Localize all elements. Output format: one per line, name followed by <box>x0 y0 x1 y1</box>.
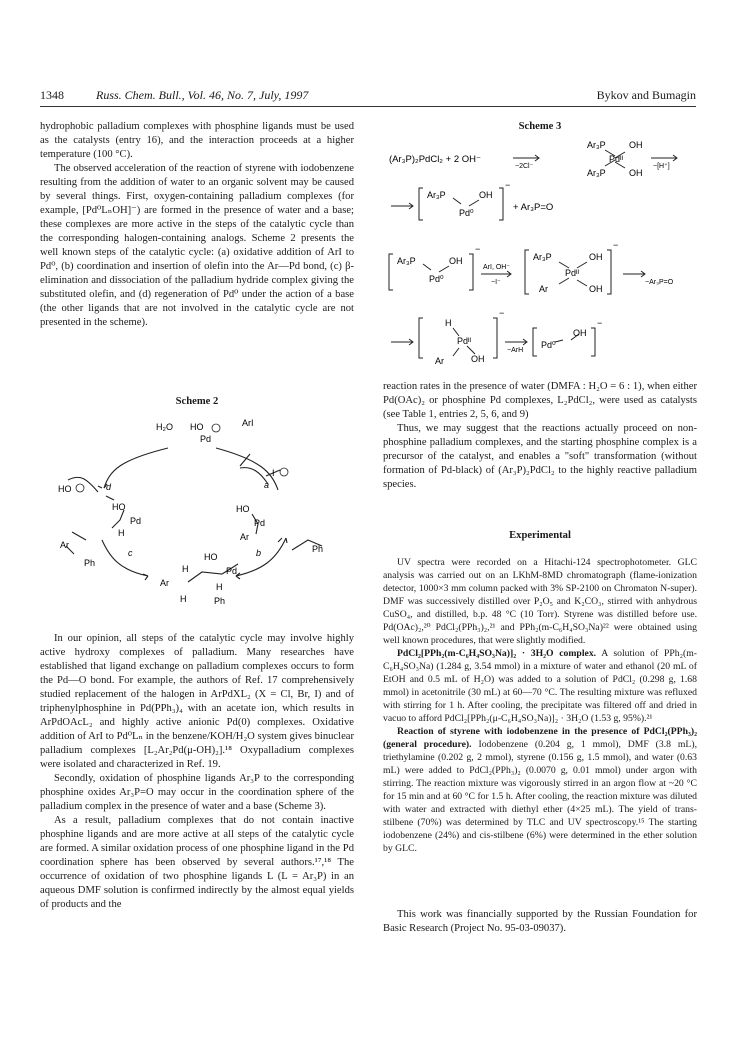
ar-label: Ar <box>240 532 249 542</box>
paragraph: Secondly, oxidation of phosphine ligands Ar₃P to the corresponding phosphine oxides Ar₃P=O may occur in the coordination sphere of the palladium complex in the presence of water and a base (Scheme 3). <box>40 773 354 812</box>
arrow-label: ArI, OH⁻ <box>483 264 511 271</box>
left-column-bottom <box>40 632 354 912</box>
step-a-label: a <box>264 480 270 490</box>
ph-label: Ph <box>214 596 226 606</box>
ph-label: Ph <box>312 544 324 554</box>
paragraph: In our opinion, all steps of the catalytic cycle may involve highly active hydroxy complexes of palladium. Many researches have established that ligand exchange on palladium complexes occurs to form the Pd—O bond. For example, the authors of Ref. 17 comprehensively studied replacement of the halogen in ArPdXL₂ (X = Cl, Br, I) and of triphenylphosphine in Pd(PPh₃)₄ with an acetate ion, which results in ArPdOAcL₂ and highly active anionic Pd(0) complexes. Oxidative addition of ArI to Pd⁰Lₙ in the benzene/KOH/H₂O system gives binuclear palladium complexes [L₂Ar₂Pd(μ-OH)₂].¹⁸ Oxypalladium complexes were isolated and characterized in Ref. 19. <box>40 633 354 770</box>
charge-label: − <box>613 240 619 250</box>
oh-label: OH <box>479 190 493 200</box>
ar3p-label: Ar₃P <box>587 168 606 178</box>
header-rule <box>40 106 696 107</box>
h-label: H <box>216 582 223 592</box>
page-number: 1348 <box>40 88 64 102</box>
step-c-label: c <box>128 548 133 558</box>
experimental-body <box>383 556 697 855</box>
oh-label: OH <box>589 252 603 262</box>
ari-label: ArI <box>242 418 254 428</box>
scheme-2-diagram <box>40 410 354 610</box>
step-d-label: d <box>106 482 112 492</box>
oh-label: OH <box>573 328 587 338</box>
cycle-arc <box>104 448 168 488</box>
scheme-2-caption: Scheme 2 <box>175 396 219 407</box>
ph-label: Ph <box>84 558 96 568</box>
arrow-label: −2Cl⁻ <box>515 163 534 170</box>
procedure-title: PdCl₂[PPh₂(m-C₆H₄SO₃Na)]₂ · 3H₂O complex. <box>397 648 597 659</box>
charge-label: − <box>475 244 481 254</box>
oh-label: OH <box>629 140 643 150</box>
ho-label: HO <box>236 504 250 514</box>
ar3p-label: Ar₃P <box>587 140 606 150</box>
ho-label: HO <box>112 502 126 512</box>
pd-label: Pd <box>130 516 142 526</box>
ar-label: Ar <box>60 540 69 550</box>
ar3p-label: Ar₃P <box>397 256 416 266</box>
acknowledgment <box>383 908 697 936</box>
scheme-3-caption: Scheme 3 <box>518 121 562 132</box>
arrow-label: −Ar₃P=O <box>645 279 674 286</box>
paragraph <box>383 647 697 725</box>
scheme-3-diagram <box>383 136 697 368</box>
ar-label: Ar <box>539 284 548 294</box>
paragraph: The observed acceleration of the reaction of styrene with iodobenzene resulting from the addition of water to an organic solvent may be caused by several things. First, oxygen-containing palladium complexes (for example, [Pd⁰LₙOH]⁻) are formed in the presence of water and a base; these complexes are more active in the steps of the catalytic cycle than the corresponding halogen-containing analogs. Scheme 2 presents the well known steps of the catalytic cycle: (a) oxidative addition of ArI to Pd⁰, (b) coordination and insertion of olefin into the Ar—Pd bond, (c) β-elimination and dissociation of the palladium hydride complex giving the substituted olefin, and (d) regeneration of Pd⁰ under the action of a base (the other ligands that are not involved in the catalytic cycle are not presented in the scheme). <box>40 163 354 328</box>
paragraph: reaction rates in the presence of water (DMFA : H₂O = 6 : 1), when either Pd(OAc)₂ or phosphine Pd complexes, L₂PdCl₂, were used as catalysts (see Table 1, entries 2, 5, 6, and 9) <box>383 381 697 420</box>
right-column-text <box>383 380 697 492</box>
left-column-top <box>40 120 354 330</box>
pd-label: Pd⁰ <box>429 274 444 284</box>
ar3p-label: Ar₃P <box>427 190 446 200</box>
paragraph: As a result, palladium complexes that do not contain inactive phosphine ligands and are more active at all steps of the catalytic cycle are formed. A similar oxidation process of one phosphine ligand in the Pd coordination sphere has been observed by several authors.¹⁷,¹⁸ The occurrence of oxidation of two phosphine ligands L (L = Ar₃P) in an aqueous DMF solution is confirmed indirectly by the almost equal yields of products and the <box>40 815 354 910</box>
arrow-label: −I⁻ <box>491 279 501 286</box>
pd-label: Pd <box>226 566 238 576</box>
iodide-label: I <box>272 468 275 478</box>
paragraph: This work was financially supported by the Russian Foundation for Basic Research (Project No. 95-03-09037). <box>383 909 697 934</box>
pd-label: Pdᴵᴵ <box>565 268 580 278</box>
oh-label: OH <box>449 256 463 266</box>
h-label: H <box>182 564 189 574</box>
h-label: H <box>445 318 452 328</box>
procedure-title: Reaction of styrene with iodobenzene in the presence of PdCl₂(PPh₃)₂ (general procedure). <box>383 726 697 750</box>
ho-label: HO <box>190 422 204 432</box>
ar3p-label: Ar₃P <box>533 252 552 262</box>
procedure-text: A solution of PPh₂(m-C₆H₄SO₃Na) (1.284 g, 3.54 mmol) in a mixture of water and ethanol (20 mL of EtOH and 0.5 mL of H₂O) was added to a solution of PdCl₂ (0.298 g, 1.68 mmol) in acetonitrile (30 mL) at 60—70 °C. The resulting mixture was refluxed with stirring for 1 h. After cooling, the precipitate was filtered off and dried in vacuo to afford PdCl₂[PPh₂(μ-C₆H₄SO₃Na)]₂ · 3H₂O (1.53 g, 95%).²¹ <box>383 648 698 724</box>
ar-label: Ar <box>160 578 169 588</box>
h2o-label: H₂O <box>156 422 173 432</box>
experimental-heading: Experimental <box>509 530 571 541</box>
paragraph: Thus, we may suggest that the reactions actually proceed on non-phosphine palladium complexes, and the starting phosphine complex is a precursor of the catalyst, and enables a "soft" transformation (without formation of Pd-black) of (Ar₃P)₂PdCl₂ to the highly reactive palladium species. <box>383 423 697 490</box>
pd-label: Pd⁰ <box>541 340 556 350</box>
step-b-label: b <box>256 548 262 558</box>
paragraph <box>383 725 697 855</box>
pd-label: Pd <box>200 434 212 444</box>
pd-label: Pdᴵᴵ <box>609 154 624 164</box>
pd-label: Pd <box>254 518 266 528</box>
journal-citation: Russ. Chem. Bull., Vol. 46, No. 7, July, 1997 <box>96 88 309 102</box>
ar-label: Ar <box>435 356 444 366</box>
h-label: H <box>118 528 125 538</box>
arrow-label: −ArH <box>507 347 524 354</box>
minus-charge-icon <box>280 468 288 476</box>
procedure-text: Iodobenzene (0.204 g, 1 mmol), DMF (3.8 mL), triethylamine (0.202 g, 2 mmol), styrene (0.156 g, 1.5 mmol), and water (0.63 mL) were added to PdCl₂(PPh₃)₂ (0.0070 g, 0.01 mmol) under argon with stirring. The reaction mixture was vigorously stirred in an argon flow at ~20 °C for 15 min and at 60 °C for 1.5 h. After cooling, the reaction mixture was diluted with water and extracted with diethyl ether (4×25 mL). The yield of trans-stilbene (70%) was determined by TLC and UV spectroscopy.¹⁵ The starting iodobenzene (24%) and cis-stilbene (6%) were determined in the ether solution by GLC. <box>383 739 697 854</box>
arrow-label: −[H⁺] <box>653 163 670 170</box>
minus-charge-icon <box>76 484 84 492</box>
running-authors: Bykov and Bumagin <box>596 88 696 102</box>
running-header <box>40 88 696 106</box>
minus-charge-icon <box>212 424 220 432</box>
paragraph: hydrophobic palladium complexes with phosphine ligands must be used as the catalysts (entry 16), and the interaction proceeds at a higher temperature (100 °C). <box>40 121 354 160</box>
pd-label: Pd⁰ <box>459 208 474 218</box>
oh-label: OH <box>471 354 485 364</box>
h-label: H <box>180 594 187 604</box>
ho-label: HO <box>204 552 218 562</box>
cycle-arc <box>102 540 148 576</box>
charge-label: − <box>505 180 511 190</box>
oh-label: OH <box>629 168 643 178</box>
reactant-label: (Ar₃P)₂PdCl₂ + 2 OH⁻ <box>389 154 482 165</box>
paragraph: UV spectra were recorded on a Hitachi-124 spectrophotometer. GLC analysis was carried out on an LKhM-8MD chromatograph (flame-ionization detector, 1000×3 mm column packed with 3% SP-2100 on Chromaton N-super). DMF was successively distilled over P₂O₅ and K₂CO₃, stirred with anhydrous CuSO₄, and distilled, b.p. 48 °C (10 Torr). Styrene was distilled before use. Pd(OAc)₂,²⁰ PdCl₂(PPh₃)₂,²¹ and PPh₂(m-C₆H₄SO₃Na)²² were obtained using well known procedures, that were slightly modified. <box>383 557 697 646</box>
charge-label: − <box>499 308 505 318</box>
pd-label: Pdᴵᴵ <box>457 336 472 346</box>
ho-label: HO <box>58 484 72 494</box>
charge-label: − <box>597 318 603 328</box>
oh-label: OH <box>589 284 603 294</box>
product-label: + Ar₃P=O <box>513 202 554 213</box>
